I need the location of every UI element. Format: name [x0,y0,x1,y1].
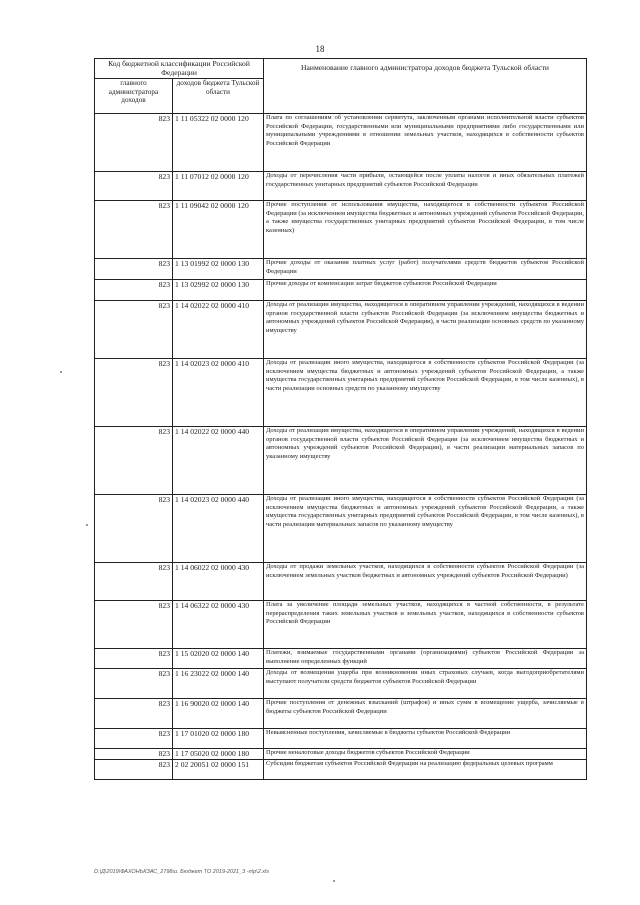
table-row [95,649,587,669]
income-name-cell: Плата за увеличение площади земельных участков, находящихся в частной собственности, в результате перераспределения таких земельных участков и земельных участков, находящихся в собственности субъектов Российской Федерации [264,601,587,649]
table-row [95,172,587,201]
table-row [95,495,587,563]
income-code-cell: 1 11 09042 02 0000 120 [173,201,264,259]
admin-code-cell: 823 [95,649,173,669]
income-code-cell: 1 16 23022 02 0000 140 [173,669,264,699]
admin-code-cell: 823 [95,699,173,729]
income-name-cell: Прочие поступления от использования имущества, находящегося в собственности субъектов Российской Федерации (за исключением имущества бюджетных и автономных учреждений субъектов Российской Федерации, а также имущества государственных унитарных предприятий субъектов Российской Федерации, в том числе казенных) [264,201,587,259]
income-name-cell: Платежи, взимаемые государственными органами (организациями) субъектов Российской Федерации за выполнение определенных функций [264,649,587,669]
income-code-cell: 1 14 06022 02 0000 430 [173,563,264,601]
table-row [95,729,587,749]
revenue-code-table [94,58,587,780]
admin-code-cell: 823 [95,669,173,699]
income-code-cell: 1 13 01992 02 0000 130 [173,259,264,280]
income-name-cell: Доходы от продажи земельных участков, находящихся в собственности субъектов Российской Федерации (за исключением земельных участков бюджетных и автономных учреждений субъектов Российской Федерации) [264,563,587,601]
table-row [95,301,587,359]
income-name-cell: Прочие доходы от оказания платных услуг (работ) получателями средств бюджетов субъектов Российской Федерации [264,259,587,280]
name-column-header: Наименование главного администратора доходов бюджета Тульской области [264,59,587,114]
admin-code-cell: 823 [95,280,173,301]
income-code-cell: 1 15 02020 02 0000 140 [173,649,264,669]
income-name-cell: Субсидии бюджетам субъектов Российской Федерации на реализацию федеральных целевых программ [264,760,587,780]
scan-speck [86,524,88,526]
scan-speck [333,880,335,882]
income-code-cell: 1 14 02022 02 0000 440 [173,427,264,495]
admin-code-cell: 823 [95,301,173,359]
income-code-cell: 1 17 01020 02 0000 180 [173,729,264,749]
income-name-cell: Доходы от возмещения ущерба при возникновении иных страховых случаев, когда выгодоприобретателями выступают получатели средств бюджетов субъектов Российской Федерации [264,669,587,699]
income-code-cell: 1 13 02992 02 0000 130 [173,280,264,301]
table-row [95,280,587,301]
file-path-footer: D:\Д\2019\ФАХОНЬКЗАС_2798ш. Бюджет ТО 2019-2021_3 -п\р\2.xls [94,869,270,875]
income-name-cell: Невыясненные поступления, зачисляемые в бюджеты субъектов Российской Федерации [264,729,587,749]
income-name-cell: Доходы от перечисления части прибыли, остающейся после уплаты налогов и иных обязательных платежей государственных унитарных предприятий субъектов Российской Федерации [264,172,587,201]
income-name-cell: Прочие доходы от компенсации затрат бюджетов субъектов Российской Федерации [264,280,587,301]
code-group-header: Код бюджетной классификации Российской Федерации [95,59,264,79]
table-header-row [95,59,587,79]
income-code-cell: 1 14 06322 02 0000 430 [173,601,264,649]
table-row [95,427,587,495]
admin-code-cell: 823 [95,729,173,749]
admin-code-cell: 823 [95,114,173,172]
income-code-cell: 1 11 05322 02 0000 120 [173,114,264,172]
admin-code-cell: 823 [95,749,173,760]
income-code-cell: 1 17 05020 02 0000 180 [173,749,264,760]
income-name-cell: Прочие поступления от денежных взысканий (штрафов) и иных сумм в возмещение ущерба, зачисляемые в бюджеты субъектов Российской Федерации [264,699,587,729]
income-name-cell: Доходы от реализации иного имущества, находящегося в собственности субъектов Российской Федерации (за исключением имущества бюджетных и автономных учреждений субъектов Российской Федерации, а также имущества государственных унитарных предприятий субъектов Российской Федерации, в том числе казенных), в части реализации основных средств по указанному имуществу [264,359,587,427]
admin-code-cell: 823 [95,427,173,495]
admin-code-cell: 823 [95,563,173,601]
admin-code-cell: 823 [95,601,173,649]
table-row [95,114,587,172]
table-row [95,201,587,259]
table-row [95,699,587,729]
admin-code-cell: 823 [95,259,173,280]
admin-code-cell: 823 [95,359,173,427]
income-code-cell: 1 14 02023 02 0000 410 [173,359,264,427]
income-name-cell: Доходы от реализации имущества, находящегося в оперативном управлении учреждений, находящихся в ведении органов государственной власти субъектов Российской Федерации (за исключением имущества бюджетных и автономных учреждений субъектов Российской Федерации), в части реализации основных средств по указанному имуществу [264,301,587,359]
table-row [95,669,587,699]
admin-code-cell: 823 [95,201,173,259]
table-row [95,359,587,427]
admin-column-header: главного администратора доходов [95,79,173,114]
income-column-header: доходов бюджета Тульской области [173,79,264,114]
income-code-cell: 1 14 02022 02 0000 410 [173,301,264,359]
income-code-cell: 1 16 90020 02 0000 140 [173,699,264,729]
income-name-cell: Прочие неналоговые доходы бюджетов субъектов Российской Федерации [264,749,587,760]
table-row [95,601,587,649]
income-code-cell: 1 11 07012 02 0000 120 [173,172,264,201]
table-row [95,563,587,601]
income-code-cell: 1 14 02023 02 0000 440 [173,495,264,563]
admin-code-cell: 823 [95,760,173,780]
income-name-cell: Плата по соглашениям об установлении сервитута, заключенным органами исполнительной власти субъектов Российской Федерации, государственными или муниципальными предприятиями либо государственными или муниципальными учреждениями в отношении земельных участков, находящихся в собственности субъектов Российской Федерации [264,114,587,172]
admin-code-cell: 823 [95,172,173,201]
page-number: 18 [315,44,325,54]
table-row [95,760,587,780]
table-row [95,749,587,760]
admin-code-cell: 823 [95,495,173,563]
table-body [95,114,587,780]
income-name-cell: Доходы от реализации иного имущества, находящегося в собственности субъектов Российской Федерации (за исключением имущества бюджетных и автономных учреждений субъектов Российской Федерации, а также имущества государственных унитарных предприятий субъектов Российской Федерации, в том числе казенных), в части реализации материальных запасов по указанному имуществу [264,495,587,563]
income-name-cell: Доходы от реализации имущества, находящегося в оперативном управлении учреждений, находящихся в ведении органов государственной власти субъектов Российской Федерации (за исключением имущества бюджетных и автономных учреждений субъектов Российской Федерации), в части реализации материальных запасов по указанному имуществу [264,427,587,495]
income-code-cell: 2 02 20051 02 0000 151 [173,760,264,780]
table-row [95,259,587,280]
scan-speck [60,371,62,373]
